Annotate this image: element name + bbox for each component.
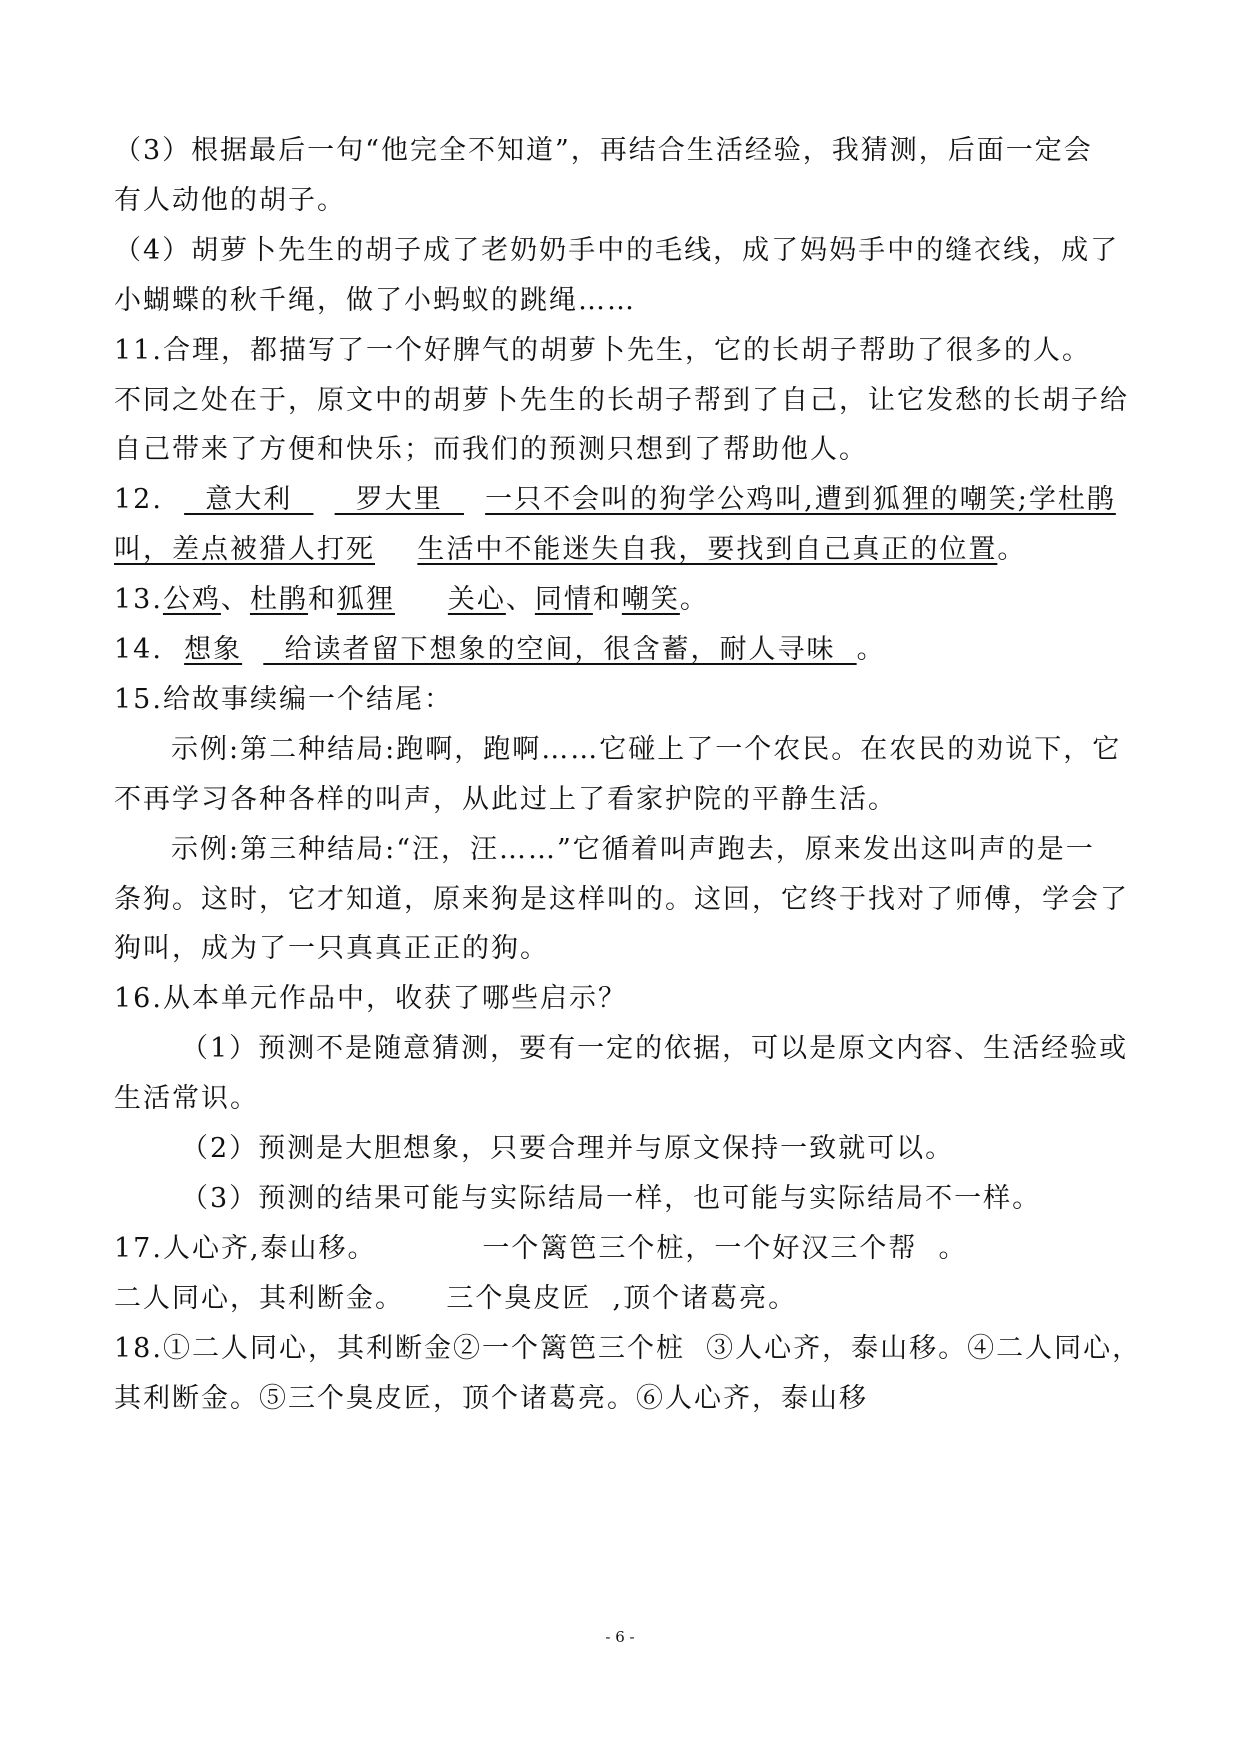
underlined-answer: 狐狸 <box>336 584 395 616</box>
text-line <box>114 1232 968 1266</box>
text-line <box>114 483 1116 517</box>
text-segment: 狗叫，成为了一只真真正正的狗。 <box>114 933 549 965</box>
text-segment: 11.合理，都描写了一个好脾气的胡萝卜先生，它的长胡子帮助了很多的人。 <box>114 334 1091 366</box>
text-segment: 示例:第二种结局:跑啊，跑啊……它碰上了一个农民。在农民的劝说下，它 <box>171 733 1122 765</box>
text-segment: 和 <box>592 584 622 616</box>
text-segment: 14. <box>114 634 185 665</box>
text-segment: （1）预测不是随意猜测，要有一定的依据，可以是原文内容、生活经验或 <box>181 1033 1129 1065</box>
text-segment: 18.①二人同心，其利断金②一个篱笆三个桩 ③人心齐，泰山移。④二人同心， <box>114 1332 1142 1364</box>
underlined-answer: 生活中不能迷失自我，要找到自己真正的位置 <box>417 534 998 566</box>
text-segment: 15.给故事续编一个结尾： <box>114 683 453 715</box>
text-segment: （2）预测是大胆想象，只要合理并与原文保持一致就可以。 <box>181 1133 955 1164</box>
text-line <box>114 1082 259 1116</box>
text-segment: 。 <box>856 634 886 665</box>
underlined-answer: 叫，差点被猎人打死 <box>114 534 375 566</box>
underlined-answer: 想象 <box>184 634 243 665</box>
text-segment: 。 <box>679 584 709 616</box>
text-segment <box>375 534 417 565</box>
text-line <box>114 533 1026 567</box>
text-segment: 。 <box>997 534 1027 566</box>
underlined-answer: 给读者留下想象的空间，很含蓄，耐人寻味 <box>263 634 857 665</box>
page-number: - 6 - <box>605 1628 635 1646</box>
text-line <box>114 583 709 617</box>
text-line <box>181 1132 954 1166</box>
text-segment: （3）预测的结果可能与实际结局一样，也可能与实际结局不一样。 <box>181 1182 1042 1214</box>
text-line <box>114 783 897 817</box>
text-segment <box>313 484 334 515</box>
text-segment: 生活常识。 <box>114 1083 259 1115</box>
text-segment: 其利断金。⑤三个臭皮匠，顶个诸葛亮。⑥人心齐，泰山移 <box>114 1382 868 1414</box>
text-line <box>171 833 1095 867</box>
text-line <box>114 683 453 717</box>
text-segment <box>395 584 448 615</box>
text-segment: 不再学习各种各样的叫声，从此过上了看家护院的平静生活。 <box>114 783 897 815</box>
underlined-answer: 一只不会叫的狗学公鸡叫,遭到狐狸的嘲笑;学杜鹃 <box>485 484 1116 516</box>
text-line <box>114 982 627 1016</box>
text-line <box>114 932 549 966</box>
text-segment: 自己带来了方便和快乐；而我们的预测只想到了帮助他人。 <box>114 434 868 466</box>
text-segment: 小蝴蝶的秋千绳，做了小蚂蚁的跳绳…… <box>114 284 636 316</box>
text-segment: 有人动他的胡子。 <box>114 184 346 216</box>
text-line <box>114 184 346 218</box>
text-line <box>181 1032 1128 1066</box>
text-line <box>114 1382 868 1416</box>
underlined-answer: 罗大里 <box>334 484 464 516</box>
text-segment: （4）胡萝卜先生的胡子成了老奶奶手中的毛线，成了妈妈手中的缝衣线，成了 <box>114 234 1120 266</box>
underlined-answer: 公鸡 <box>162 584 221 616</box>
text-segment: 条狗。这时，它才知道，原来狗是这样叫的。这回，它终于找对了师傅，学会了 <box>114 883 1129 915</box>
underlined-answer: 同情 <box>534 584 593 616</box>
text-segment: 示例:第三种结局:“汪，汪……”它循着叫声跑去，原来发出这叫声的是一 <box>171 833 1095 865</box>
text-segment: 17.人心齐,泰山移。 一个篱笆三个桩，一个好汉三个帮 。 <box>114 1232 968 1264</box>
text-segment <box>242 634 263 665</box>
text-segment: 、 <box>505 584 535 616</box>
text-line <box>114 334 1091 368</box>
text-line <box>114 883 1129 917</box>
text-segment: 不同之处在于，原文中的胡萝卜先生的长胡子帮到了自己，让它发愁的长胡子给 <box>114 384 1129 416</box>
text-line <box>114 1282 797 1316</box>
underlined-answer: 嘲笑 <box>621 584 680 616</box>
text-line <box>114 134 1093 168</box>
text-segment <box>464 484 485 515</box>
text-line <box>114 633 886 667</box>
underlined-answer: 杜鹃 <box>249 584 308 616</box>
text-line <box>114 433 868 467</box>
text-line <box>114 284 636 318</box>
text-segment: 和 <box>307 584 337 616</box>
text-segment: （3）根据最后一句“他完全不知道”，再结合生活经验，我猜测，后面一定会 <box>114 135 1093 166</box>
text-line <box>171 733 1121 767</box>
text-line <box>181 1182 1041 1216</box>
text-segment: 16.从本单元作品中，收获了哪些启示？ <box>114 983 627 1015</box>
text-segment: 12. <box>114 484 185 516</box>
text-line <box>114 1332 1141 1366</box>
underlined-answer: 意大利 <box>184 484 314 516</box>
text-segment: 二人同心，其利断金。 三个臭皮匠 ,顶个诸葛亮。 <box>114 1282 798 1314</box>
text-line <box>114 234 1119 268</box>
text-line <box>114 384 1129 418</box>
underlined-answer: 关心 <box>447 584 506 616</box>
text-segment: 、 <box>220 584 250 616</box>
text-segment: 13. <box>114 584 163 616</box>
